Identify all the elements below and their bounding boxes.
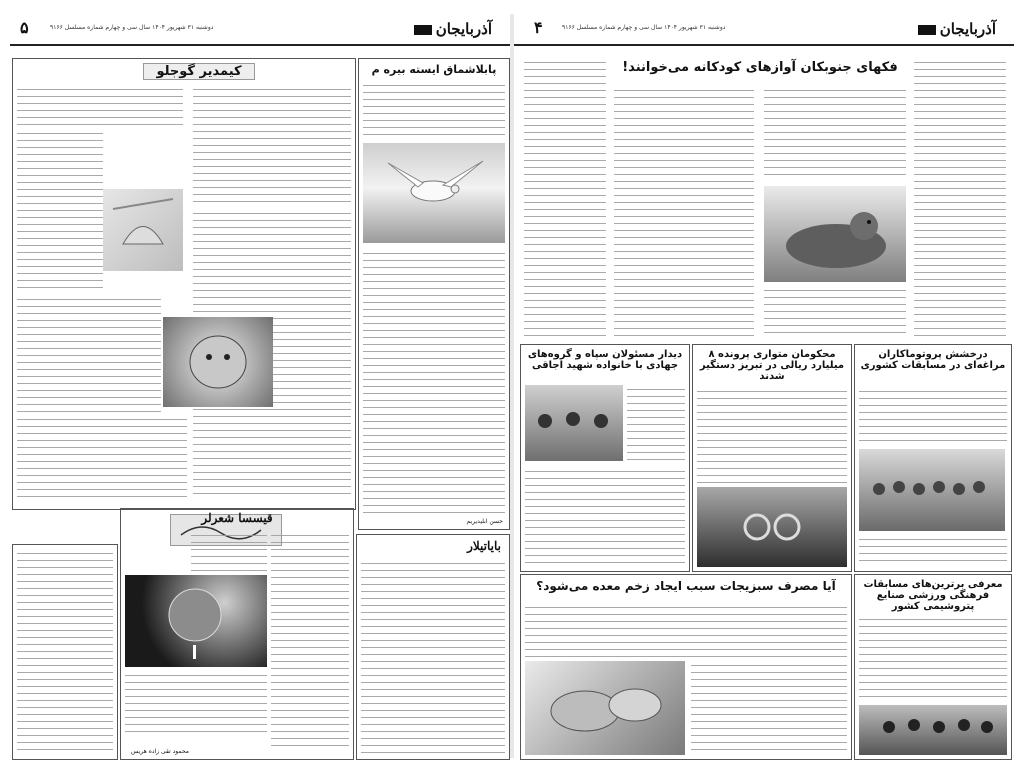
seal-text-col-2b xyxy=(764,286,906,338)
newspaper-logo xyxy=(910,16,1004,42)
vegetables-illustration xyxy=(525,661,685,755)
logo-mark-icon xyxy=(414,25,432,35)
bayatilar-text xyxy=(361,559,505,755)
arrest-article xyxy=(692,344,852,572)
seal-article-body xyxy=(614,86,906,338)
short-poems-box xyxy=(120,508,354,760)
poem-text-block xyxy=(363,81,505,139)
short-poems-col-2b xyxy=(125,671,267,735)
visit-photo xyxy=(525,385,623,461)
short-poems-col-2a xyxy=(191,531,267,571)
newspaper-page-5 xyxy=(10,14,510,758)
visit-illustration xyxy=(525,385,623,461)
article-title: کیمدیر گوجلو xyxy=(143,63,255,80)
logo-text: آذربایجان xyxy=(435,20,492,38)
martyr-family-text-1 xyxy=(627,385,685,461)
vegetable-headline: آیا مصرف سبزیجات سبب ایجاد زخم معده می‌شود؟ xyxy=(536,579,836,593)
short-poems-col-1 xyxy=(271,531,349,751)
planet-illustration xyxy=(125,575,267,667)
seal-text-col-1 xyxy=(614,86,754,338)
main-article xyxy=(12,58,356,510)
newspaper-page-4 xyxy=(514,14,1014,758)
article-text-col-5 xyxy=(17,415,187,501)
vegetable-text-2 xyxy=(691,661,847,755)
poem-title: پابلاشماق ایسته بیره م xyxy=(371,63,497,76)
dove-illustration xyxy=(363,143,505,243)
article-text-col-2a xyxy=(17,85,183,125)
right-text-lines xyxy=(914,58,1006,338)
bayatilar-text-2 xyxy=(17,549,113,755)
article-text-col-4 xyxy=(17,295,161,415)
award-photo xyxy=(859,705,1007,755)
vegetables-photo xyxy=(525,661,685,755)
logo-text: آذربایجان xyxy=(939,20,996,38)
martyr-family-text-2 xyxy=(525,467,685,567)
team-photo xyxy=(859,449,1005,531)
arrest-text xyxy=(697,387,847,483)
petrochemical-text xyxy=(859,615,1007,701)
poem-author: حسن ابلیدیریم xyxy=(466,518,503,525)
masthead-page-5 xyxy=(10,14,510,46)
petrochemical-headline: معرفی برترین‌های مسابقات فرهنگی ورزشی صنایع پتروشیمی کشور xyxy=(863,579,1003,612)
page-number: ۵ xyxy=(20,18,29,37)
handcuffs-illustration xyxy=(697,487,847,567)
short-poems-title: قیسسا شعرلر xyxy=(201,511,273,525)
maragheh-text-2 xyxy=(859,535,1007,567)
maragheh-text xyxy=(859,387,1007,445)
bayatilar-box xyxy=(356,534,510,760)
vegetable-article xyxy=(520,574,852,760)
teapot-photo xyxy=(103,189,183,271)
newspaper-logo xyxy=(406,16,500,42)
martyr-family-article xyxy=(520,344,690,572)
handcuffs-photo xyxy=(697,487,847,567)
maragheh-headline: درخشش پروتوماکاران مراغه‌ای در مسابقات کشوری xyxy=(860,349,1006,371)
article-text-col-1 xyxy=(193,85,351,203)
petrochemical-article xyxy=(854,574,1012,760)
logo-mark-icon xyxy=(918,25,936,35)
seal-article-headline: فکهای جنوبکان آوازهای کودکانه می‌خوانند! xyxy=(622,60,898,75)
seal-text-col-2a xyxy=(764,86,906,178)
award-illustration xyxy=(859,705,1007,755)
teapot-illustration xyxy=(103,189,183,271)
vegetable-text-1 xyxy=(525,603,847,657)
maragheh-article xyxy=(854,344,1012,572)
dateline: دوشنبه ۳۱ شهریور ۱۴۰۴ سال سی و چهارم شماره مسلسل ۹۱۶۶ xyxy=(50,24,214,31)
planet-photo xyxy=(125,575,267,667)
team-illustration xyxy=(859,449,1005,531)
seal-photo xyxy=(764,186,906,282)
page-number: ۴ xyxy=(534,18,543,37)
martyr-family-headline: دیدار مسئولان سپاه و گروه‌های جهادی با خانواده شهید اجاقی xyxy=(527,349,683,371)
dove-photo xyxy=(363,143,505,243)
bayatilar-title: بایاتیلار xyxy=(467,539,501,553)
short-poems-author: محمود تقی زاده هریس xyxy=(131,748,189,755)
lion-photo xyxy=(163,317,273,407)
bayatilar-box-2 xyxy=(12,544,118,760)
article-text-col-2b xyxy=(17,129,103,289)
lion-illustration xyxy=(163,317,273,407)
right-text-column xyxy=(910,58,1010,338)
poem-column xyxy=(358,58,510,530)
seal-illustration xyxy=(764,186,906,282)
poem-text-block-2 xyxy=(363,249,505,517)
left-text-column xyxy=(520,58,610,338)
left-text-lines xyxy=(524,58,606,338)
masthead-page-4 xyxy=(514,14,1014,46)
arrest-headline: محکومان متواری پرونده ۸ میلیارد ریالی در تبریز دستگیر شدند xyxy=(699,349,845,382)
dateline: دوشنبه ۳۱ شهریور ۱۴۰۴ سال سی و چهارم شماره مسلسل ۹۱۶۶ xyxy=(562,24,726,31)
